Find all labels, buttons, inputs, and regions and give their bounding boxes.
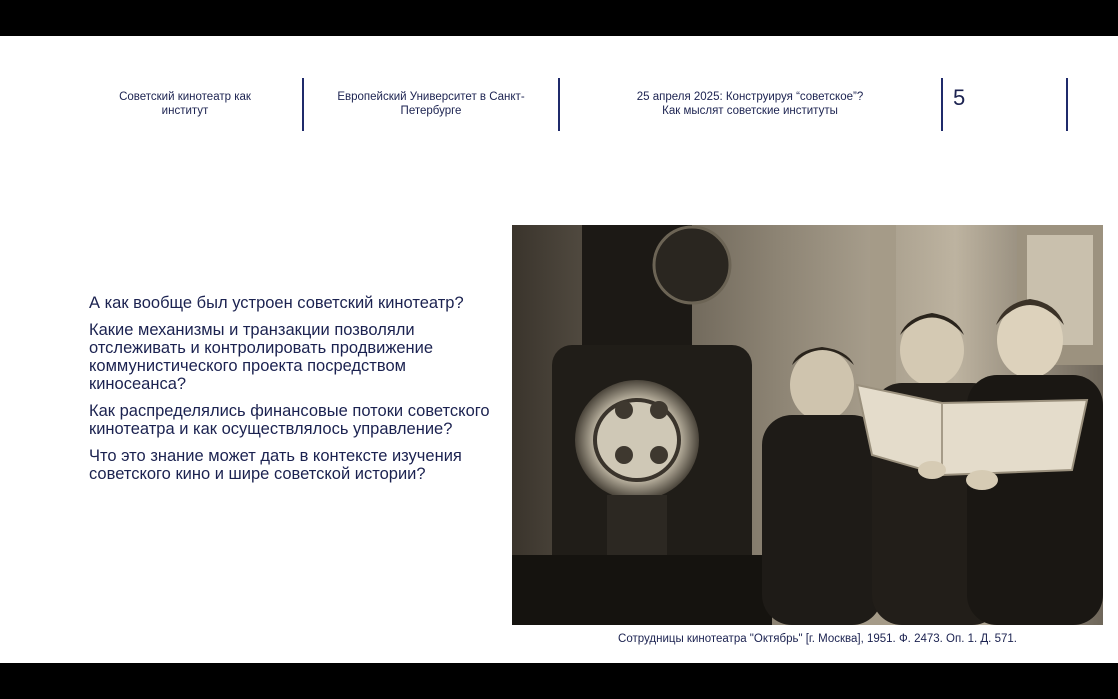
slide: [0, 36, 1118, 663]
header-event: [575, 90, 925, 118]
header-title: Советский кинотеатр как институт: [119, 91, 251, 117]
header-event-date: 25 апреля 2025: Конструируя “советское”?: [636, 91, 864, 103]
question-item: А как вообще был устроен советский кинотеатр?: [89, 294, 464, 312]
photo-illustration: [512, 225, 1103, 625]
header-event-subtitle: Как мыслят советские институты: [662, 105, 838, 117]
question-item: Что это знание может дать в контексте изучения советского кино и шире советской истории?: [89, 447, 462, 483]
header-divider: [558, 78, 560, 131]
header-divider: [1066, 78, 1068, 131]
page-number: 5: [953, 85, 966, 110]
header-divider: [941, 78, 943, 131]
question-item: Как распределялись финансовые потоки советского кинотеатра и как осуществлялось управление?: [89, 402, 490, 438]
archival-photo: [512, 225, 1103, 625]
question-item: Какие механизмы и транзакции позволяли отслеживать и контролировать продвижение коммунистического проекта посредством киносеанса?: [89, 321, 434, 393]
photo-caption: Сотрудницы кинотеатра "Октябрь" [г. Москва], 1951. Ф. 2473. Оп. 1. Д. 571.: [618, 633, 1017, 645]
header-university: Европейский Университет в Санкт-Петербурге: [337, 91, 525, 117]
header-divider: [302, 78, 304, 131]
questions-list: [89, 294, 499, 492]
